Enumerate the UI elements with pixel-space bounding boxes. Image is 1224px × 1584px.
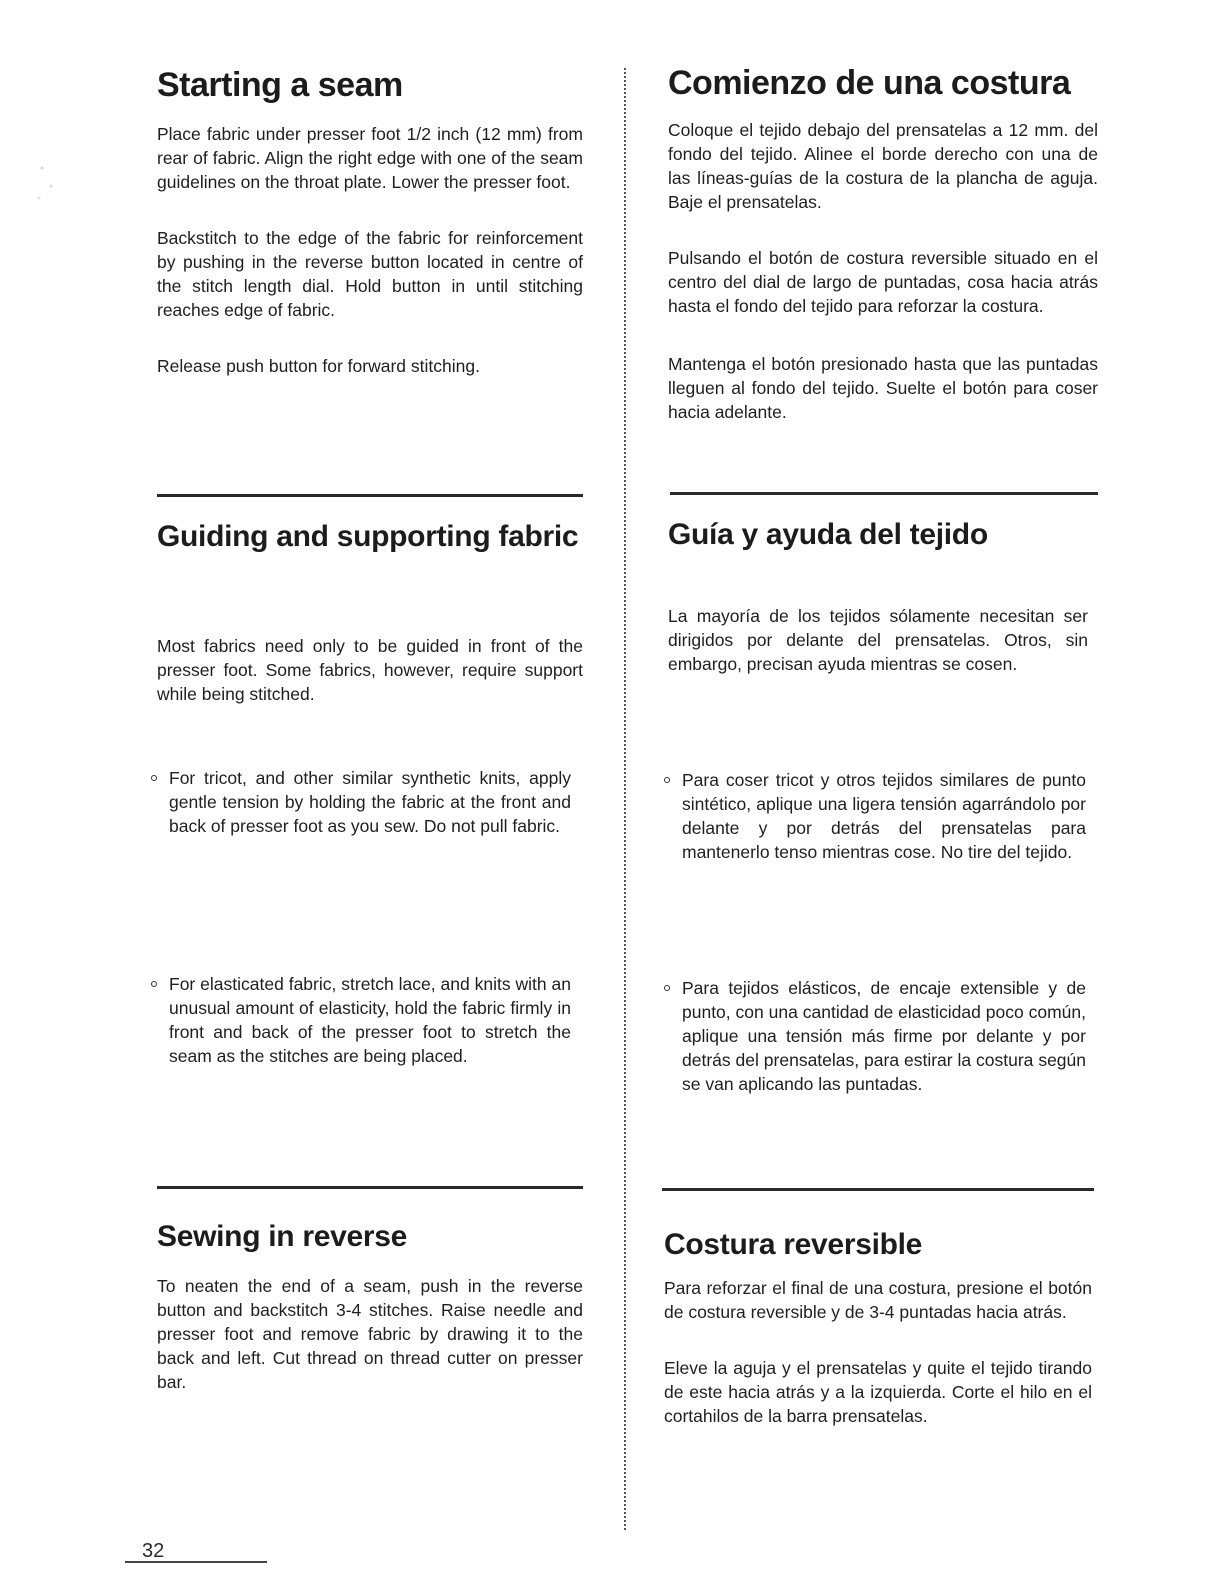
reverse-paragraph-1: To neaten the end of a seam, push in the reverse button and backstitch 3-4 stitches. Raise needle and presser foot and remove fabric by drawing it to the back and left. Cut thread on thread cutter on presser bar.: [157, 1276, 583, 1392]
page-number-underline: [125, 1561, 267, 1563]
starting-seam-paragraph-2: Backstitch to the edge of the fabric for reinforcement by pushing in the reverse button located in centre of the stitch length dial. Hold button in until stitching reaches edge of fabric.: [157, 228, 583, 320]
section-rule: [157, 1186, 583, 1189]
costura-reversible-paragraph-1: Para reforzar el final de una costura, presione el botón de costura reversible y de 3-4 puntadas hacia atrás.: [664, 1278, 1092, 1322]
section-title-costura-reversible: Costura reversible: [664, 1228, 923, 1261]
guiding-bullet-1-text: For tricot, and other similar synthetic knits, apply gentle tension by holding the fabric at the front and back of presser foot as you sew. Do not pull fabric.: [169, 768, 571, 836]
comienzo-paragraph-2: Pulsando el botón de costura reversible situado en el centro del dial de largo de puntadas, cosa hacia atrás hasta el fondo del tejido para reforzar la costura.: [668, 248, 1098, 316]
section-rule: [670, 492, 1098, 495]
section-title-guiding: Guiding and supporting fabric: [157, 520, 579, 553]
section-rule: [157, 494, 583, 497]
guia-bullet-1-text: Para coser tricot y otros tejidos similares de punto sintético, aplique una ligera tensión agarrándolo por delante y por detrás del prensatelas para mantenerlo tenso mientras cose. No tire del tejido.: [682, 770, 1086, 862]
guiding-bullet-2-text: For elasticated fabric, stretch lace, and knits with an unusual amount of elasticity, hold the fabric firmly in front and back of the presser foot to stretch the seam as the stitches are being placed.: [169, 974, 571, 1066]
costura-reversible-paragraph-2: Eleve la aguja y el prensatelas y quite el tejido tirando de este hacia atrás y a la izquierda. Corte el hilo en el cortahilos de la barra prensatelas.: [664, 1358, 1092, 1426]
guiding-paragraph-1: Most fabrics need only to be guided in front of the presser foot. Some fabrics, however, require support while being stitched.: [157, 636, 583, 704]
section-title-starting-seam: Starting a seam: [157, 66, 403, 104]
comienzo-paragraph-1: Coloque el tejido debajo del prensatelas a 12 mm. del fondo del tejido. Alinee el borde derecho con una de las líneas-guías de la costura de la plancha de aguja. Baje el prensatelas.: [668, 120, 1098, 212]
bullet-icon: [151, 981, 157, 987]
bullet-icon: [151, 775, 157, 781]
guia-bullet-2: [664, 976, 1086, 1096]
guia-paragraph-1: La mayoría de los tejidos sólamente necesitan ser dirigidos por delante del prensatelas. Otros, sin embargo, precisan ayuda mientras se cosen.: [668, 606, 1088, 674]
starting-seam-paragraph-3: Release push button for forward stitching.: [157, 356, 480, 376]
guiding-bullet-1: [151, 766, 571, 838]
column-divider: [624, 68, 626, 1530]
guia-bullet-2-text: Para tejidos elásticos, de encaje extensible y de punto, con una cantidad de elasticidad poco común, aplique una tensión más firme por delante y por detrás del prensatelas, para estirar la costura según se van aplicando las puntadas.: [682, 978, 1086, 1094]
section-rule: [662, 1188, 1094, 1191]
comienzo-paragraph-3: Mantenga el botón presionado hasta que las puntadas lleguen al fondo del tejido. Suelte el botón para coser hacia adelante.: [668, 354, 1098, 422]
section-title-guia: Guía y ayuda del tejido: [668, 518, 988, 551]
guiding-bullet-2: [151, 972, 571, 1068]
starting-seam-paragraph-1: Place fabric under presser foot 1/2 inch (12 mm) from rear of fabric. Align the right edge with one of the seam guidelines on the throat plate. Lower the presser foot.: [157, 124, 583, 192]
guia-bullet-1: [664, 768, 1086, 864]
section-title-comienzo: Comienzo de una costura: [668, 64, 1071, 102]
bullet-icon: [664, 777, 670, 783]
page-number: 32: [142, 1540, 165, 1562]
section-title-reverse: Sewing in reverse: [157, 1220, 408, 1253]
bullet-icon: [664, 985, 670, 991]
scan-artifact: [30, 150, 60, 210]
